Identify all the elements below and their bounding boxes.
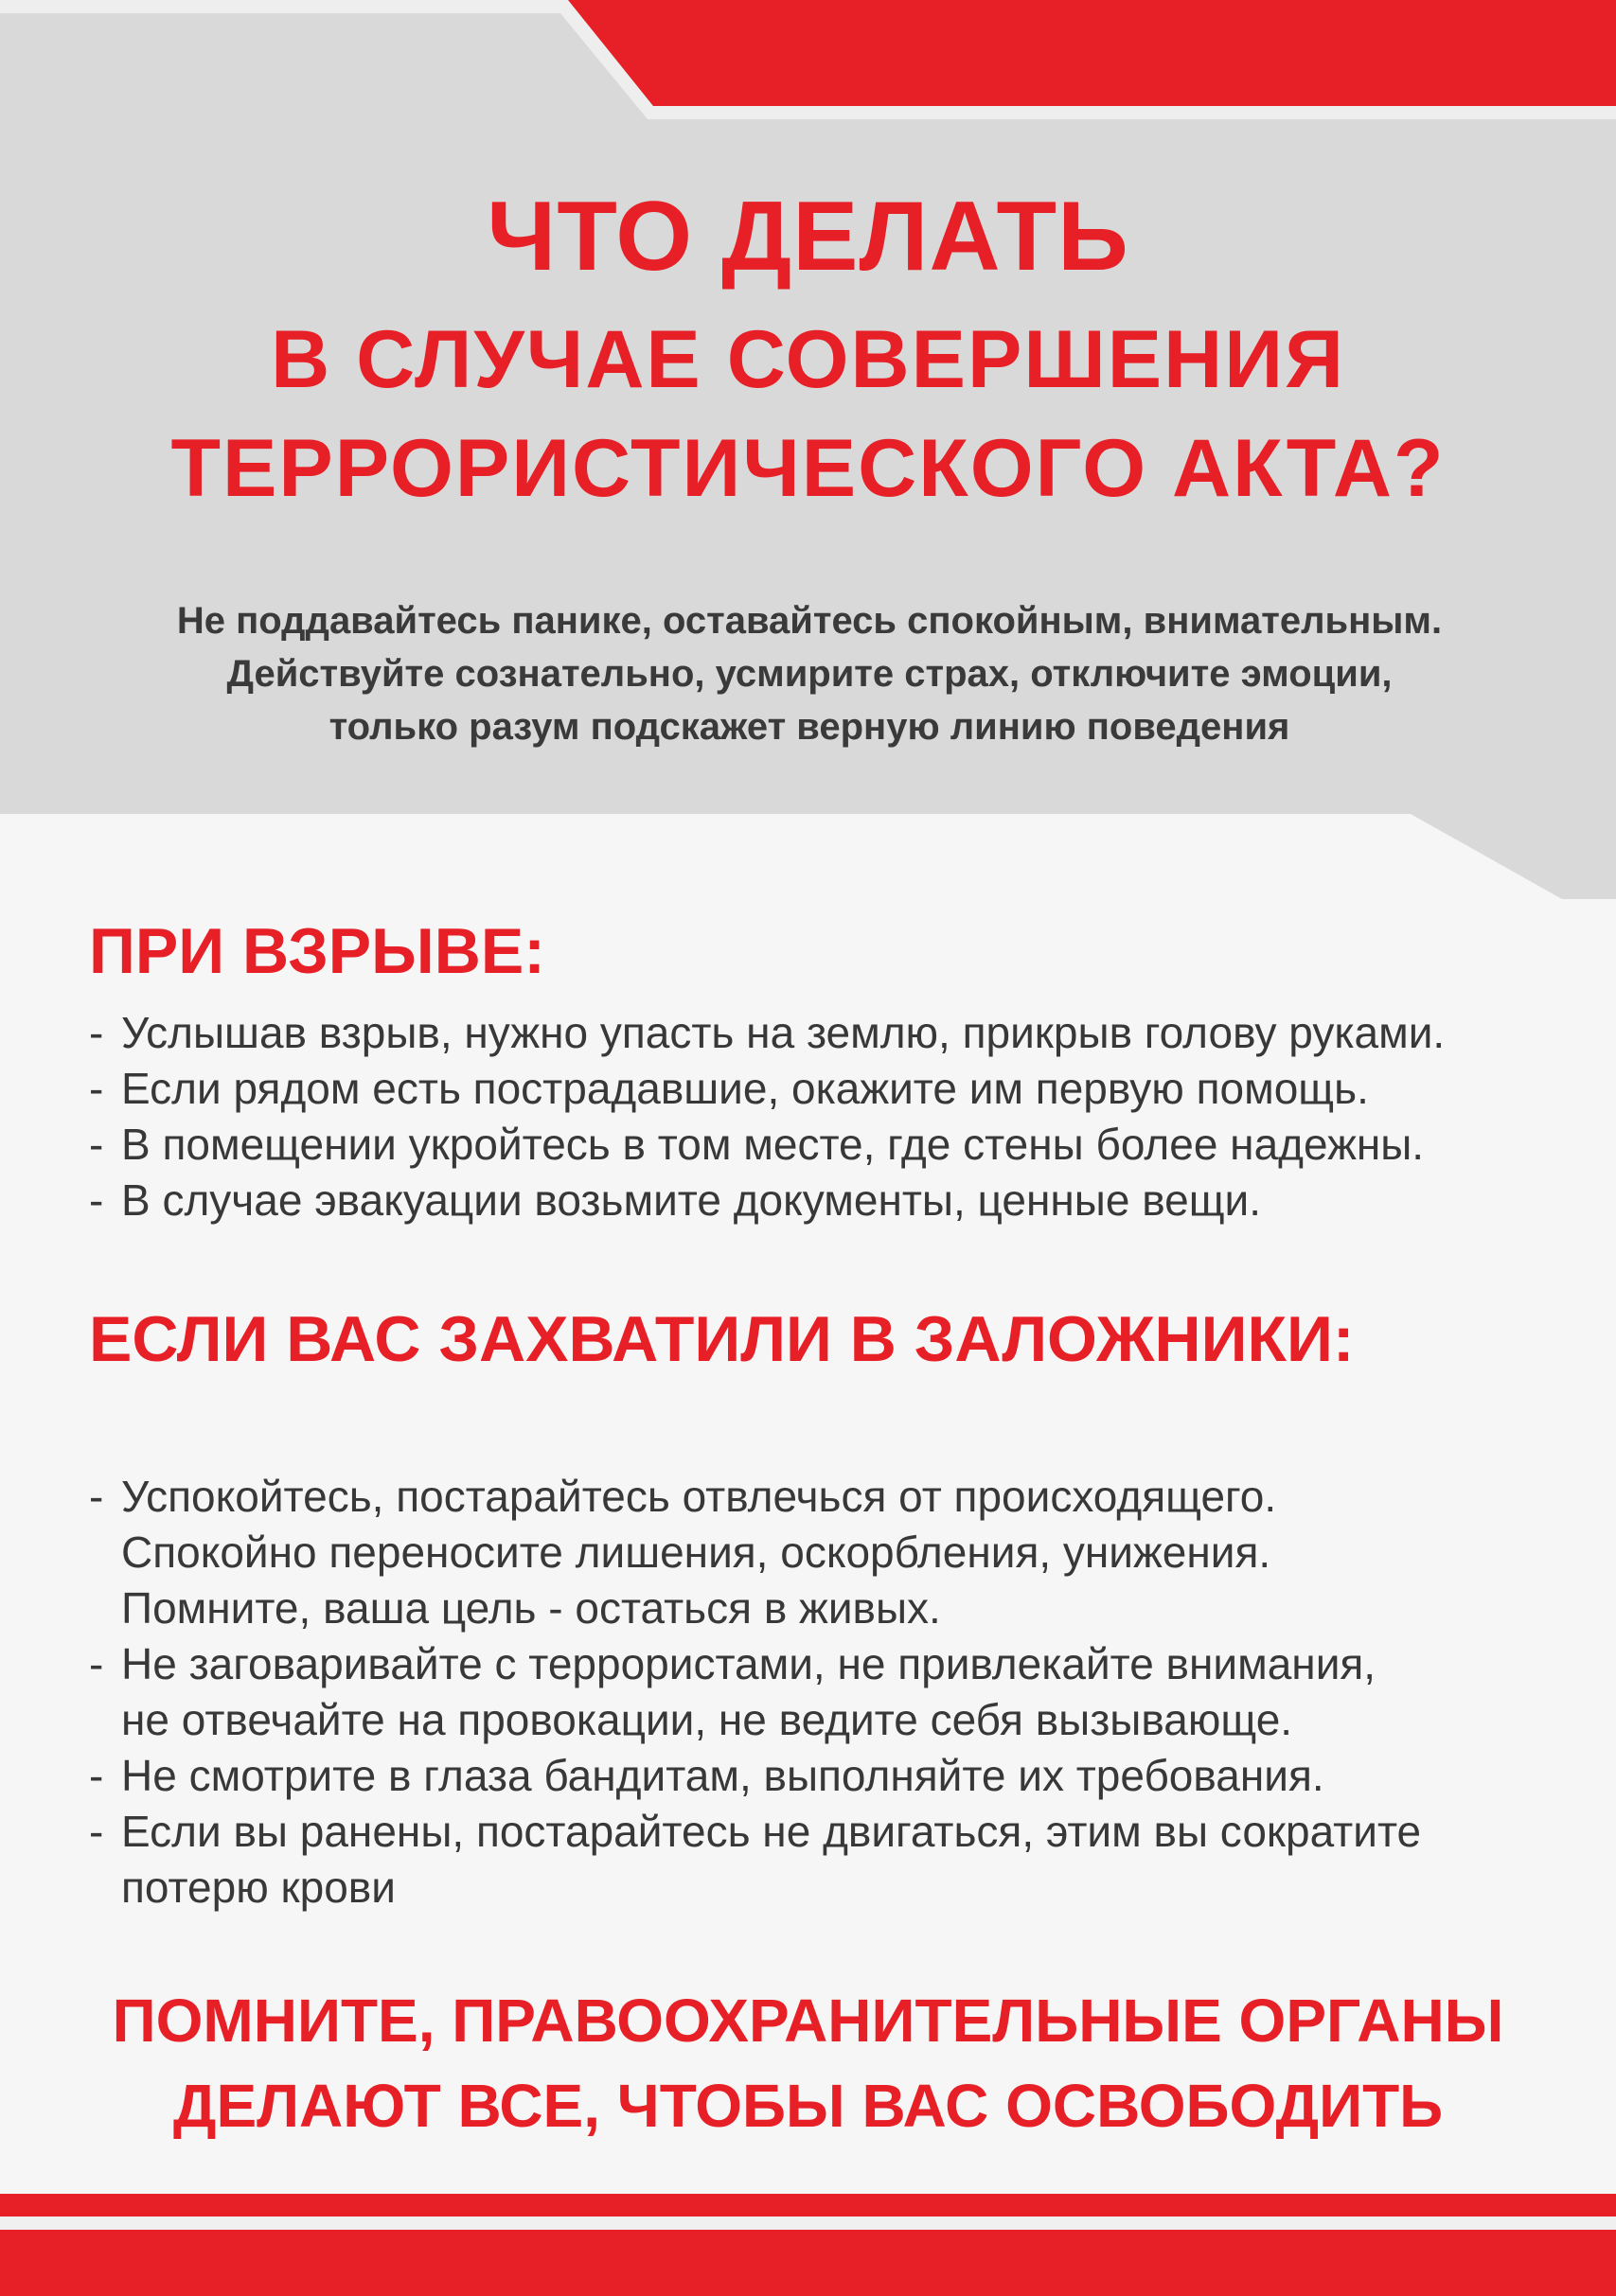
top-red-band xyxy=(568,0,1616,106)
hostage-item-1-line-1: Успокойтесь, постарайтесь отвлечься от происходящего. xyxy=(121,1472,1277,1521)
title-line-1: ЧТО ДЕЛАТЬ xyxy=(487,182,1129,291)
hostage-list xyxy=(89,1469,1585,1916)
bottom-red-stripe xyxy=(0,2194,1616,2217)
hostage-item-1-line-2: Спокойно переносите лишения, оскорбления, унижения. xyxy=(121,1528,1271,1577)
list-item xyxy=(89,1636,1585,1748)
dash-marker: - xyxy=(89,1120,104,1169)
title-line-3: ТЕРРОРИСТИЧЕСКОГО АКТА? xyxy=(170,423,1446,514)
blast-item-2: Если рядом есть пострадавшие, окажите им первую помощь. xyxy=(121,1064,1369,1113)
dash-marker: - xyxy=(89,1008,104,1057)
blast-heading: ПРИ ВЗРЫВЕ: xyxy=(89,915,545,987)
list-item xyxy=(89,1748,1585,1804)
blast-item-3: В помещении укройтесь в том месте, где стены более надежны. xyxy=(121,1120,1425,1169)
hostage-item-2-line-1: Не заговаривайте с террористами, не привлекайте внимания, xyxy=(121,1639,1376,1688)
list-item xyxy=(89,1061,1585,1117)
hostage-heading: ЕСЛИ ВАС ЗАХВАТИЛИ В ЗАЛОЖНИКИ: xyxy=(89,1303,1355,1375)
hostage-item-2-line-2: не отвечайте на провокации, не ведите себя вызывающе. xyxy=(121,1695,1293,1744)
blast-item-4: В случае эвакуации возьмите документы, ценные вещи. xyxy=(121,1175,1262,1225)
intro-line-2: Действуйте сознательно, усмирите страх, отключите эмоции, xyxy=(226,653,1393,695)
dash-marker: - xyxy=(89,1175,104,1225)
dash-marker: - xyxy=(89,1751,104,1800)
intro-line-3: только разум подскажет верную линию поведения xyxy=(329,706,1290,748)
closing-slogan-line-2: ДЕЛАЮТ ВСЕ, ЧТОБЫ ВАС ОСВОБОДИТЬ xyxy=(172,2072,1444,2140)
title-line-2: В СЛУЧАЕ СОВЕРШЕНИЯ xyxy=(271,314,1345,405)
dash-marker: - xyxy=(89,1064,104,1113)
hostage-item-4-line-2: потерю крови xyxy=(121,1863,396,1912)
hostage-item-4-line-1: Если вы ранены, постарайтесь не двигаться, этим вы сократите xyxy=(121,1807,1422,1856)
hostage-item-1-line-3: Помните, ваша цель - остаться в живых. xyxy=(121,1583,941,1633)
list-item xyxy=(89,1173,1585,1228)
list-item xyxy=(89,1005,1585,1061)
bottom-red-band xyxy=(0,2230,1616,2296)
list-item xyxy=(89,1804,1585,1916)
dash-marker: - xyxy=(89,1472,104,1521)
intro-line-1: Не поддавайтесь панике, оставайтесь спокойным, внимательным. xyxy=(176,600,1443,642)
bottom-white-gap xyxy=(0,2217,1616,2230)
blast-list xyxy=(89,1005,1585,1228)
dash-marker: - xyxy=(89,1639,104,1688)
list-item xyxy=(89,1469,1585,1636)
intro-paragraph xyxy=(57,594,1562,753)
dash-marker: - xyxy=(89,1807,104,1856)
hostage-item-3-line-1: Не смотрите в глаза бандитам, выполняйте их требования. xyxy=(121,1751,1324,1800)
list-item xyxy=(89,1117,1585,1173)
blast-item-1: Услышав взрыв, нужно упасть на землю, прикрыв голову руками. xyxy=(121,1008,1446,1057)
closing-slogan-line-1: ПОМНИТЕ, ПРАВООХРАНИТЕЛЬНЫЕ ОРГАНЫ xyxy=(112,1987,1504,2055)
